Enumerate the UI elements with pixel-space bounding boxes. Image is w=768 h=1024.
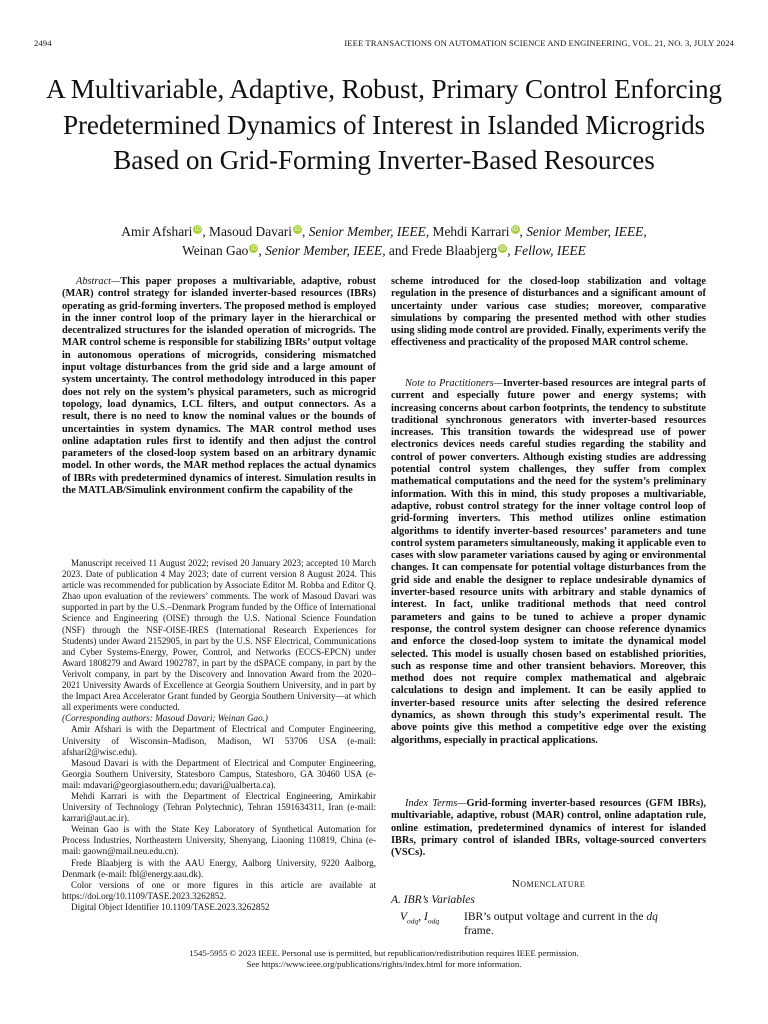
- author-title: Senior Member, IEEE,: [265, 243, 386, 258]
- nomenclature-heading: [391, 878, 706, 890]
- author-name: Weinan Gao: [182, 243, 249, 258]
- author-title: Senior Member, IEEE,: [526, 224, 647, 239]
- orcid-icon[interactable]: iD: [511, 225, 519, 233]
- footnote-color: Color versions of one or more figures in this article are available at https://doi.org/10.1109/TASE.2023.3262852.: [62, 879, 376, 901]
- nomenclature-description: [464, 910, 704, 938]
- footnote-blaabjerg: Frede Blaabjerg is with the AAU Energy, Aalborg University, 9220 Aalborg, Denmark (e-mail: fbl@energy.aau.dk).: [62, 857, 376, 879]
- footnotes: [62, 558, 376, 913]
- author-name: Frede Blaabjerg: [411, 243, 498, 258]
- orcid-icon[interactable]: iD: [294, 225, 301, 233]
- nomenclature-heading-text: Nomenclature: [511, 878, 586, 890]
- nomenclature-desc-var: dq: [646, 911, 658, 923]
- footnote-doi: Digital Object Identifier 10.1109/TASE.2023.3262852: [71, 901, 270, 912]
- footnote-karrari: Mehdi Karrari is with the Department of Electrical Engineering, Amirkabir University of Technology (Tehran Polytechnic), Tehran 1591634311, Iran (e-mail: karrari@aut.ac.ir).: [62, 790, 376, 824]
- nomenclature-desc-text-2: frame.: [464, 925, 494, 937]
- symbol-v: V: [400, 911, 408, 923]
- abstract-label: Abstract—: [76, 276, 121, 287]
- nomenclature-subsection: A. IBR’s Variables: [391, 894, 475, 906]
- orcid-icon[interactable]: iD: [499, 244, 506, 252]
- symbol-i-sub: odq: [427, 916, 440, 926]
- author-name: Amir Afshari: [121, 224, 193, 239]
- footnote-afshari: Amir Afshari is with the Department of Electrical and Computer Engineering, University of Wisconsin–Madison, Madison, WI 53706 USA (e-mail: afshari2@wisc.edu).: [62, 724, 376, 757]
- author-conjunction: and: [388, 243, 409, 258]
- note-to-practitioners: [391, 378, 706, 747]
- author-title: Senior Member, IEEE,: [308, 224, 430, 239]
- symbol-separator: ,: [418, 911, 425, 923]
- page-number: 2494: [34, 38, 52, 48]
- abstract-text-continued: scheme introduced for the closed-loop stabilization and voltage regulation in the presence of disturbances and a significant amount of uncertainty under various case studies; moreover, comparative simulations by comparing the presented method with other studies using sliding mode control are provided. Finally, experiments verify the effectiveness and practicality of the proposed MAR control scheme.: [391, 276, 706, 349]
- orcid-icon[interactable]: iD: [250, 244, 257, 252]
- nomenclature-desc-text: IBR’s output voltage and current in the: [464, 911, 644, 923]
- index-terms: [391, 798, 706, 859]
- author-name: Masoud Davari: [209, 224, 292, 239]
- footnote-gao: Weinan Gao is with the State Key Laboratory of Synthetical Automation for Process Industries, Northeastern University, Shenyang, Liaoning 110819, China (e-mail: gaown@mail.neu.edu.cn).: [62, 824, 376, 857]
- index-terms-label: Index Terms—: [405, 798, 467, 809]
- copyright-line-1: 1545-5955 © 2023 IEEE. Personal use is permitted, but republication/redistribution requires IEEE permission.: [189, 948, 579, 958]
- symbol-v-sub: odq: [407, 916, 419, 926]
- author-list: Amir Afshari iD, Masoud Davari iD, Senior Member, IEEE, Mehdi Karrari iD, Senior Member, IEEE, Weinan Gao iD, Senior Member, IEEE, and Frede Blaabjerg iD, Fellow, IEEE: [121, 224, 647, 258]
- index-terms-text: Grid-forming inverter-based resources (GFM IBRs), multivariable, adaptive, robust (MAR) control, online adaptation rule, online estimation, predetermined dynamics of interest for islanded IBRs, primary control of islanded IBRs, voltage-sourced converters (VSCs).: [391, 798, 707, 859]
- copyright-notice: [40, 948, 728, 970]
- journal-name: IEEE TRANSACTIONS ON AUTOMATION SCIENCE AND ENGINEERING, VOL. 21, NO. 3, JULY 2024: [344, 38, 734, 48]
- author-name: Mehdi Karrari: [432, 224, 510, 239]
- abstract-left: [62, 276, 376, 497]
- footnote-davari: Masoud Davari is with the Department of Electrical and Computer Engineering, Georgia Southern University, Statesboro Campus, Statesboro, GA 30460 USA (e-mail: mdavari@georgiasouthern.edu; davari@ualberta.ca).: [62, 757, 376, 790]
- note-label: Note to Practitioners—: [405, 378, 503, 389]
- author-title: Fellow, IEEE: [513, 243, 586, 258]
- note-text: Inverter-based resources are integral parts of current and especially future power and energy systems; with increasing concerns about carbon footprints, the tendency to substitute traditional synchronous generators with inverter-based resources increases. This transition towards the widespread use of power electronics devices needs careful studies regarding the stability and control of power converters. Although existing studies are addressing potential control system challenges, they suffer from complex mathematical computations and the need for the system’s preliminary information. With this in mind, this study proposes a multivariable, adaptive, robust control strategy for the inner voltage control loop of grid-forming inverters. This method utilizes online estimation algorithms to identify inverter-based resources’ parameters and tune control system parameters simultaneously, making it applicable even to cases with slow parameter variations caused by aging or environmental changes. It can compensate for potential voltage disturbances from the grid side and enable the designer to replace undesirable dynamics of inverter-based resource units with arbitrary and stable dynamics of interest. In fact, unlike traditional methods that need control parameters and gains to be tuned to achieve a proper dynamic response, the control system designer can choose reference dynamics and enforce the closed-loop system to imitate the dynamical model selected. This model is usually chosen based on established priorities, such as response time and other transient behaviors. Moreover, this method does not require complex mathematical and algebraic calculations to design and implement. It can be easily applied to inverter-based resource units after selecting the desired reference dynamics, as shown through this study’s experimental result. The above points give this method a competitive edge over the existing algorithms, especially in practical applications.: [391, 378, 706, 746]
- nomenclature-symbol: [400, 910, 439, 928]
- paper-title: A Multivariable, Adaptive, Robust, Primary Control Enforcing Predetermined Dynamics of Interest in Islanded Microgrids Based on Grid-Forming Inverter-Based Resources: [46, 74, 722, 176]
- orcid-icon[interactable]: iD: [194, 225, 201, 233]
- abstract-text: This paper proposes a multivariable, adaptive, robust (MAR) control strategy for islanded inverter-based resources (IBRs) operating as grid-forming inverters. The proposed method is employed in the inner control loop of the primary layer in the hierarchical or decentralized structures for the islanded operation of microgrids. The MAR control scheme is responsible for stabilizing IBRs’ output voltage in autonomous operations of microgrids, considering mismatched input voltage disturbances from the grid side and a large amount of system uncertainty. The control methodology introduced in this paper does not rely on the system’s physical parameters, such as microgrid topology, load dynamics, LCL filters, and output connectors. As a result, there is no need to know the nominal values or the bounds of uncertainties in system dynamics. The MAR control method uses online adaptation rules first to identify and then adjust the control parameters of the closed-loop system based on an arbitrary dynamic model. In other words, the MAR method replaces the actual dynamics of IBRs with predetermined dynamics of interest. Simulation results in the MATLAB/Simulink environment confirm the capability of the: [62, 276, 376, 497]
- copyright-line-2: See https://www.ieee.org/publications/rights/index.html for more information.: [246, 959, 522, 969]
- footnote-corresponding: (Corresponding authors: Masoud Davari; Weinan Gao.): [62, 713, 268, 724]
- footnote-manuscript: Manuscript received 11 August 2022; revised 20 January 2023; accepted 10 March 2023. Date of publication 4 May 2023; date of current version 8 August 2024. This article was recommended for publication by Associate Editor M. Robba and Editor Q. Zhao upon evaluation of the reviewers’ comments. The work of Masoud Davari was supported in part by the U.S.–Denmark Program funded by the Office of International Science and Engineering (OISE) through the U.S. National Science Foundation (NSF) through the NSF-OISE-IRES (International Research Experiences for Students) under Award 2152905, in part by the U.S. NSF Electrical, Communications and Cyber Systems-Energy, Power, Control, and Networks (ECCS-EPCN) under Award 1808279 and Award 1902787, in part by the dSPACE company, in part by the Verivolt company, in part by the Discovery and Innovation Award from the 2020–2021 University Awards of Excellence at Georgia Southern University, and in part by the Impact Area Accelerator Grant funded by Georgia Southern University—at which all experiments were conducted.: [62, 558, 376, 713]
- abstract-right: [391, 276, 706, 350]
- symbol-i: I: [424, 911, 428, 923]
